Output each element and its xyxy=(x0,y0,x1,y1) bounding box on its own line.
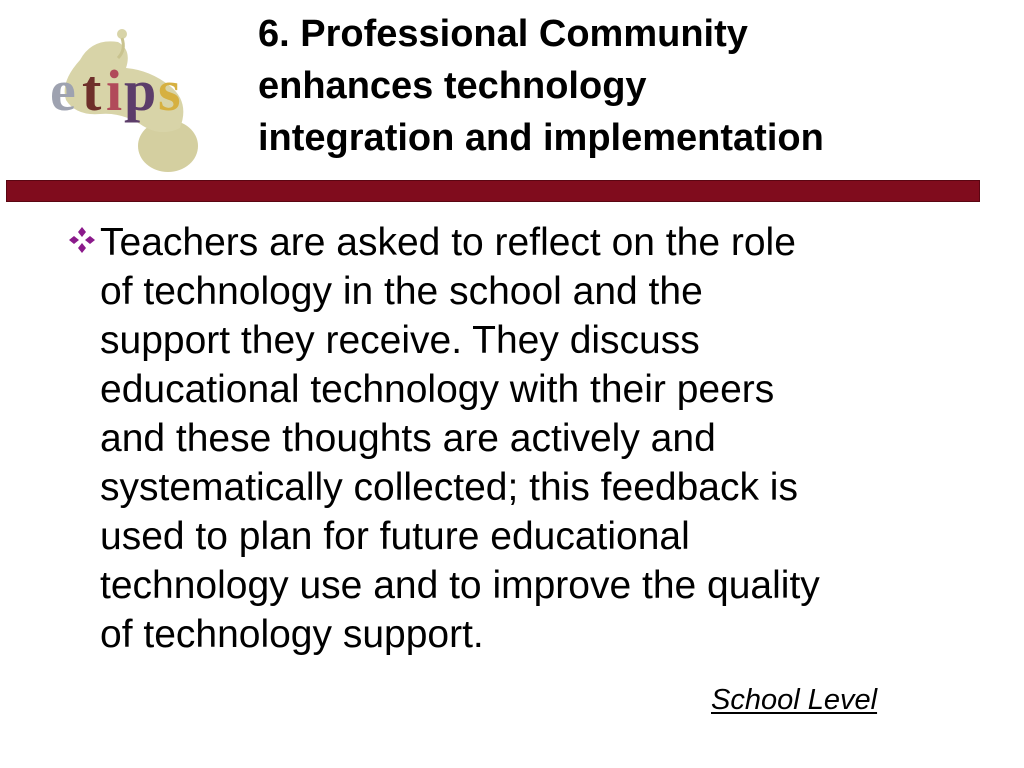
logo-letter-e: e xyxy=(50,58,76,123)
bullet-line: of technology support. xyxy=(100,613,484,656)
etips-logo-graphic xyxy=(40,28,220,176)
title-line: integration and implementation xyxy=(258,117,824,159)
school-level-link[interactable]: School Level xyxy=(711,684,878,716)
diamond-bullet-icon xyxy=(66,224,98,256)
title-line: enhances technology xyxy=(258,65,647,107)
logo-letter-p: p xyxy=(124,58,157,123)
etips-logo xyxy=(40,28,220,176)
bullet-line: of technology in the school and the xyxy=(100,270,703,313)
title-line: 6. Professional Community xyxy=(258,13,748,55)
bullet-line: and these thoughts are actively and xyxy=(100,417,716,460)
bullet-line: support they receive. They discuss xyxy=(100,319,700,362)
logo-letter-s: s xyxy=(158,58,181,123)
bullet-line: Teachers are asked to reflect on the role xyxy=(100,221,796,264)
bullet-line: used to plan for future educational xyxy=(100,515,690,558)
title-divider-bar xyxy=(6,180,980,202)
bullet-line: systematically collected; this feedback is xyxy=(100,466,798,509)
bullet-text xyxy=(100,218,960,659)
slide-title xyxy=(258,8,998,164)
bullet-line: educational technology with their peers xyxy=(100,368,775,411)
logo-letter-i: i xyxy=(106,58,123,123)
logo-letter-t: t xyxy=(82,58,102,123)
bullet-line: technology use and to improve the quality xyxy=(100,564,820,607)
